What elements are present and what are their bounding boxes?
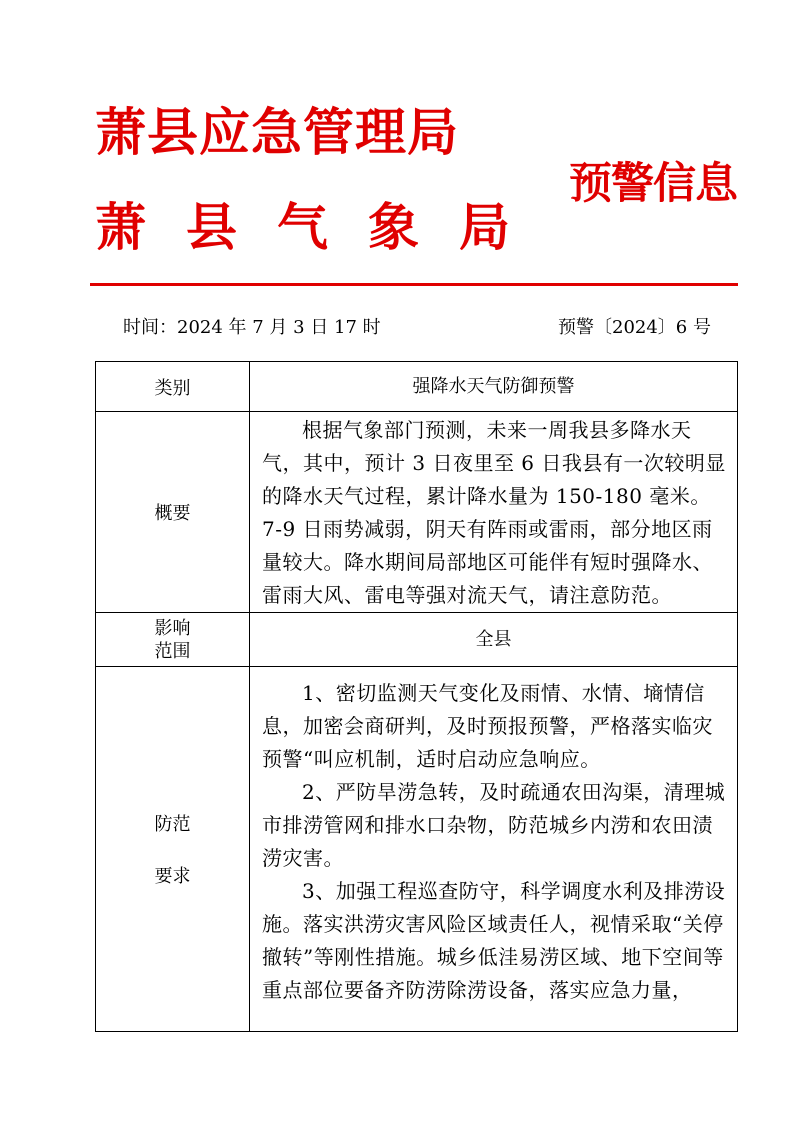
agency-char: 县	[186, 198, 238, 258]
scope-label-line2: 范围	[154, 640, 191, 662]
document-number: 预警〔2024〕6 号	[558, 317, 711, 338]
category-label: 类别	[96, 362, 250, 412]
warning-info-table	[95, 361, 738, 1032]
requirement-paragraph: 2、严防旱涝急转，及时疏通农田沟渠，清理城市排涝管网和排水口杂物，防范城乡内涝和农田渍涝灾害。	[262, 780, 726, 870]
summary-label: 概要	[96, 412, 250, 613]
table-row-category	[96, 362, 738, 412]
requirement-paragraph: 1、密切监测天气变化及雨情、水情、墒情信息，加密会商研判，及时预报预警，严格落实临灾预警“叫应机制，适时启动应急响应。	[262, 681, 713, 771]
document-type-title: 预警信息	[569, 159, 737, 209]
table-row-requirements	[96, 667, 738, 1032]
requirements-label-line1: 防范	[154, 814, 191, 835]
header-divider	[90, 283, 738, 286]
agency-char: 气	[277, 198, 329, 258]
agency-char: 局	[459, 198, 511, 258]
requirements-text-cell	[250, 667, 738, 1032]
requirements-label-line2: 要求	[154, 866, 191, 887]
table-row-summary	[96, 412, 738, 613]
table-row-scope	[96, 613, 738, 667]
scope-value: 全县	[250, 613, 738, 667]
issue-time: 时间：2024 年 7 月 3 日 17 时	[123, 317, 381, 338]
scope-label-line1: 影响	[154, 617, 191, 639]
agency-char: 象	[368, 198, 420, 258]
agency-name-emergency: 萧县应急管理局	[95, 103, 460, 163]
agency-name-meteorological	[95, 198, 550, 258]
requirement-paragraph: 3、加强工程巡查防守，科学调度水利及排涝设施。落实洪涝灾害风险区域责任人，视情采取“关停撤转”等刚性措施。城乡低洼易涝区域、地下空间等重点部位要备齐防涝除涝设备，落实应急力量，	[262, 879, 726, 1002]
agency-char: 萧	[95, 198, 147, 258]
summary-text-cell	[250, 412, 738, 613]
requirements-label	[96, 667, 250, 1032]
scope-label	[96, 613, 250, 667]
summary-paragraph: 根据气象部门预测，未来一周我县多降水天气，其中，预计 3 日夜里至 6 日我县有一次较明显的降水天气过程，累计降水量为 150-180 毫米。7-9 日雨势减弱，阴天有阵雨或雷雨，部分地区雨量较大。降水期间局部地区可能伴有短时强降水、雷雨大风、雷电等强对流天气，请注意防范。	[262, 418, 726, 607]
category-value: 强降水天气防御预警	[250, 362, 738, 412]
